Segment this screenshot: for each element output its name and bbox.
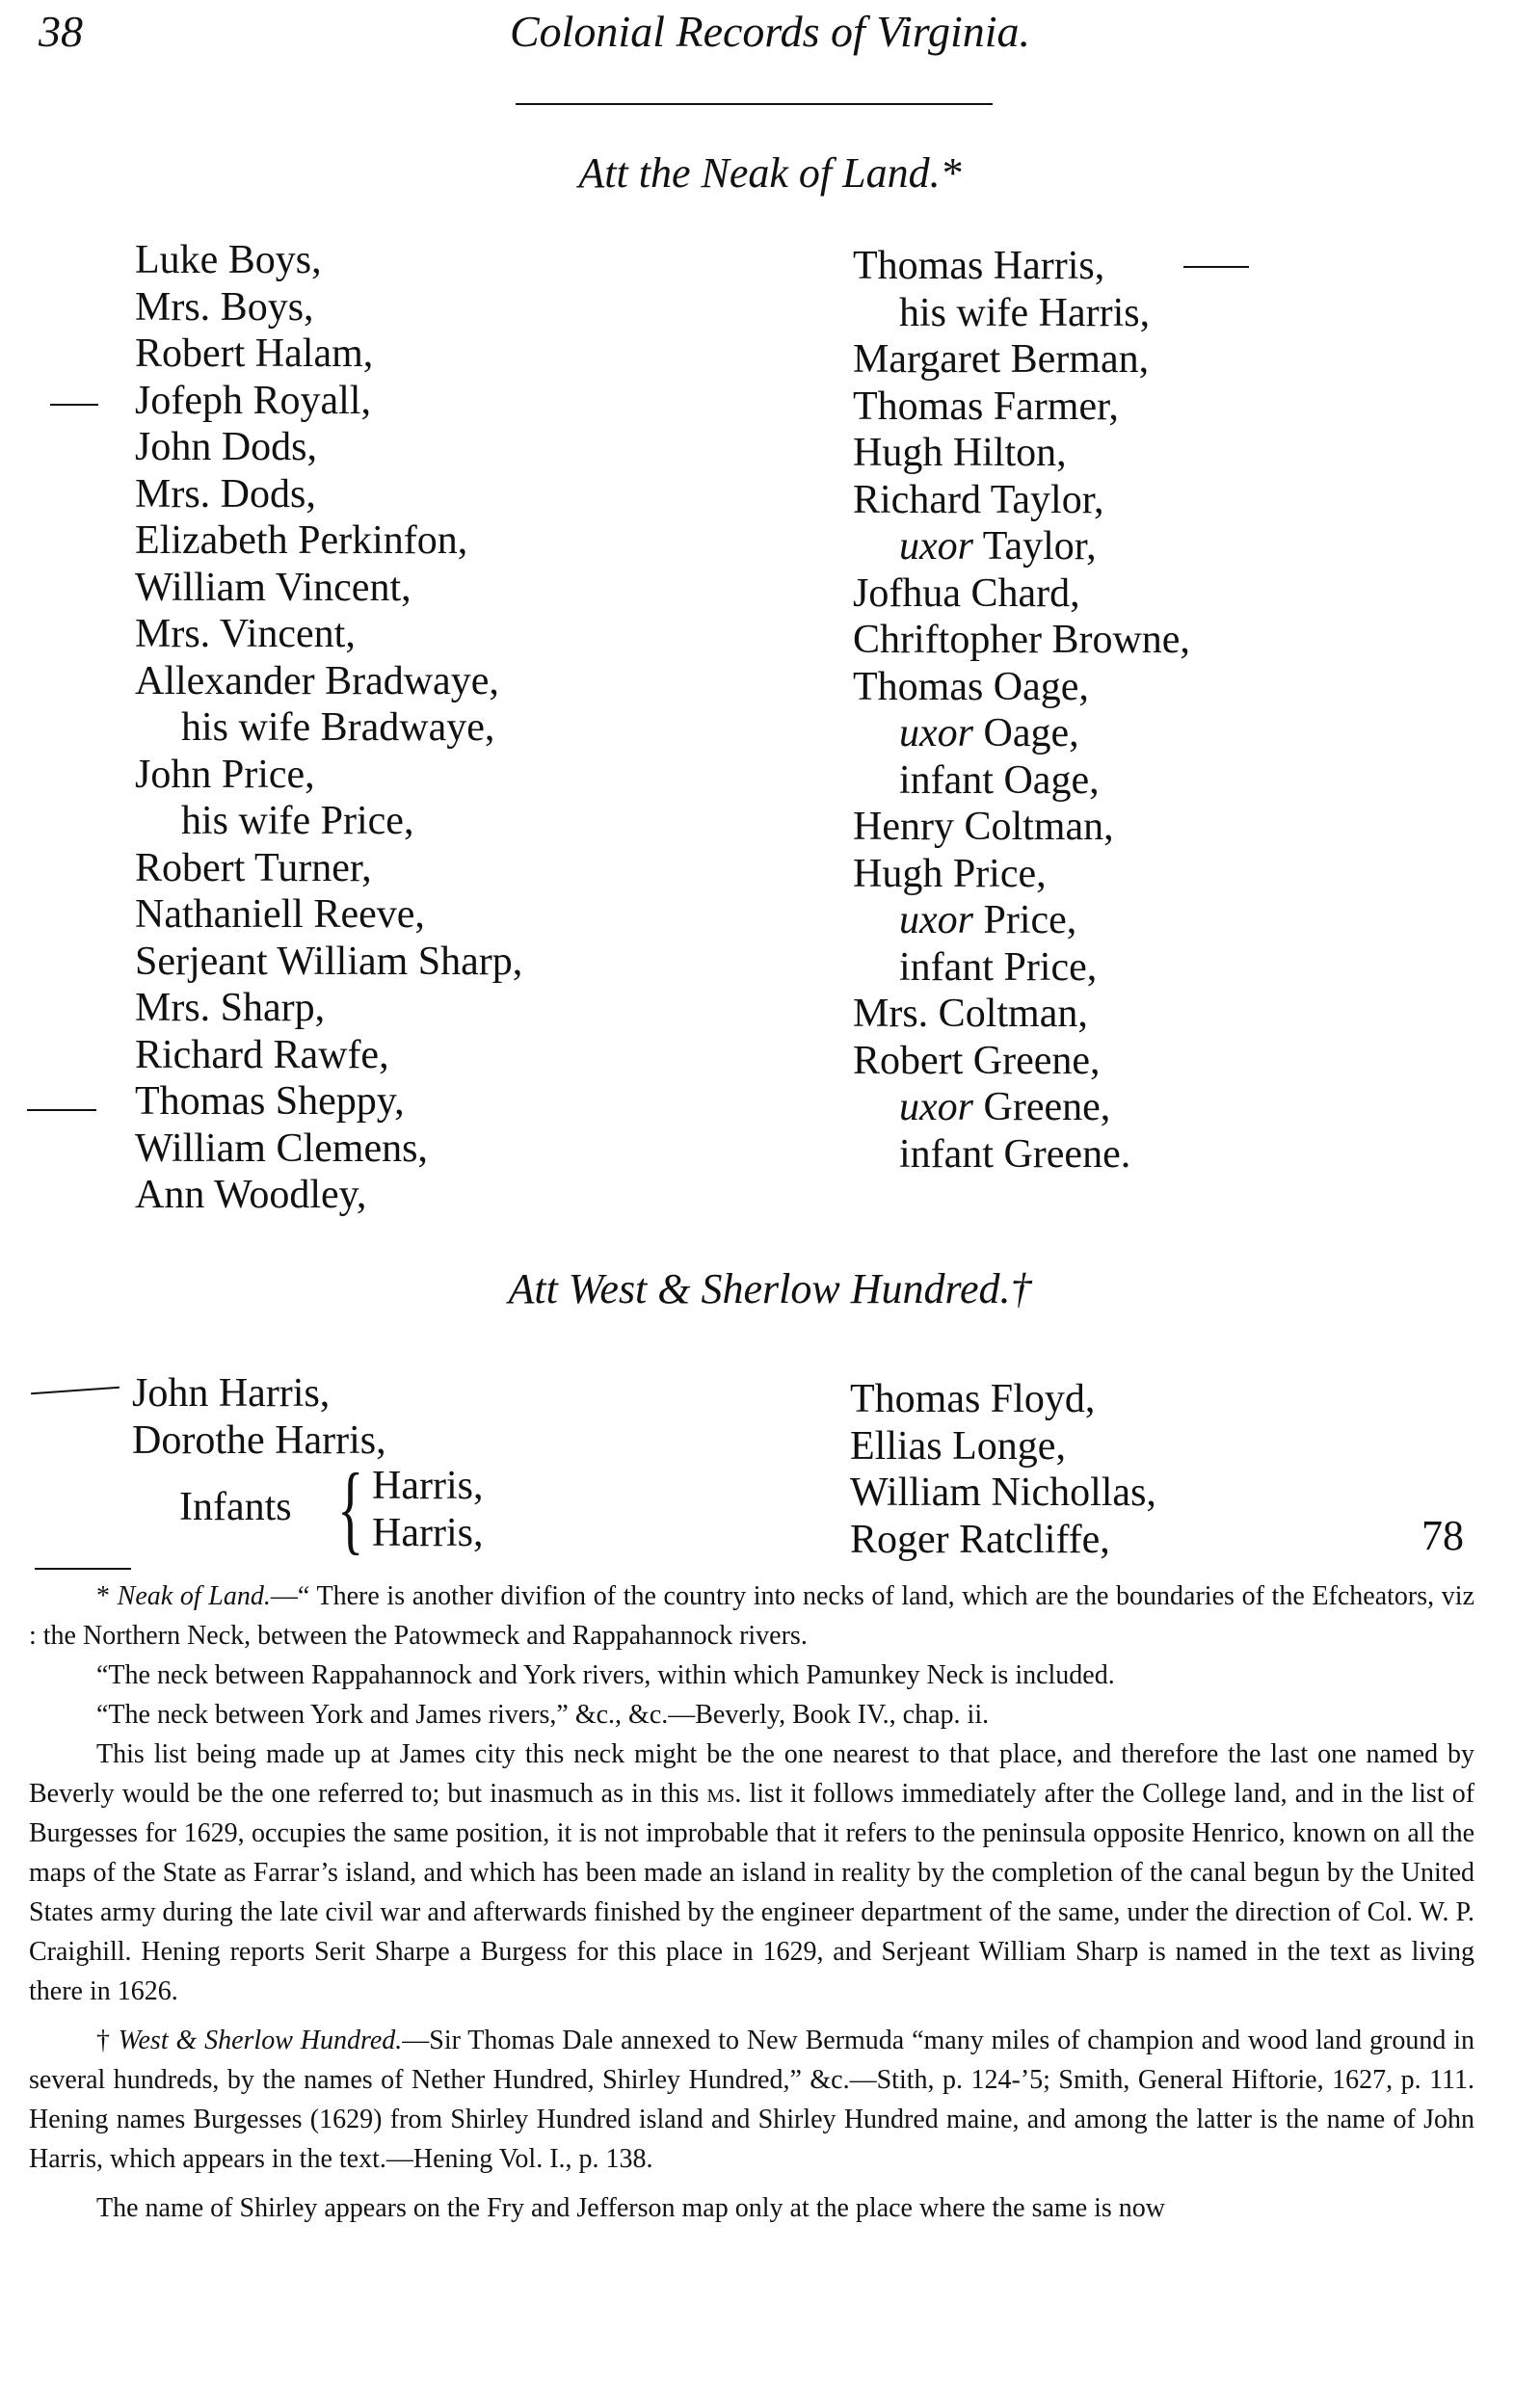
name-entry: Mrs. Vincent, <box>135 612 356 656</box>
header-rule <box>516 103 993 105</box>
uxor-word: uxor <box>899 524 973 569</box>
name-entry: Dorothe Harris, <box>132 1417 386 1463</box>
name-entry: Harris, <box>372 1464 484 1508</box>
name-entry: Luke Boys, <box>135 238 322 282</box>
footnote-text: —Sir Thomas Dale annexed to New Bermuda “many miles of champion and wood land ground in several hundreds, by the names of Nether Hundred, Shirley Hundred,” &c.—Stith, p. 124-’5; Smith, General Hiftorie, 1627, p. 111. Hening names Burgesses (1629) from Shirley Hundred island and Shirley Hundred maine, and among the latter is the name of John Harris, which appears in the text.—Hening Vol. I., p. 138. <box>29 2026 1475 2174</box>
name-entry: Thomas Oage, <box>853 664 1089 709</box>
name-entry: Richard Rawfe, <box>135 1032 389 1077</box>
name-entry: Mrs. Dods, <box>135 471 316 517</box>
footnote-rule <box>35 1568 131 1570</box>
name-entry: Henry Coltman, <box>853 805 1114 849</box>
name-entry: John Harris, <box>132 1371 331 1416</box>
running-header <box>0 4 1540 71</box>
footnote-west <box>29 2021 1474 2179</box>
name-entry: William Nichollas, <box>850 1470 1156 1515</box>
name-entry: his wife Bradwaye, <box>181 705 495 750</box>
name-entry: Margaret Berman, <box>853 337 1150 382</box>
infant-names <box>372 1463 483 1556</box>
footnote-text: —“ There is another divifion of the country into necks of land, which are the boundaries of the Efcheators, viz : the Northern Neck, between the Patowmeck and Rappahannock rivers. <box>29 1581 1475 1651</box>
footnote-marker: † <box>96 2026 119 2055</box>
page-number: 38 <box>39 7 83 56</box>
name-entry: William Vincent, <box>135 565 412 610</box>
name-entry: John Price, <box>135 752 315 797</box>
name-entry: infant Greene. <box>899 1131 1131 1177</box>
footnote-paragraph <box>29 1735 1474 2011</box>
name-entry: John Dods, <box>135 425 318 469</box>
name-entry-uxor <box>853 710 1190 757</box>
margin-tick <box>50 404 98 406</box>
neak-left-column <box>135 237 522 1219</box>
section-heading-west-sherlow: Att West & Sherlow Hundred.† <box>508 1265 1032 1312</box>
running-title: Colonial Records of Virginia. <box>509 7 1031 56</box>
footnote-marker: * <box>96 1581 118 1611</box>
name-entry: Hugh Price, <box>853 851 1047 896</box>
margin-tick <box>27 1109 96 1111</box>
name-entry-uxor <box>853 523 1190 570</box>
name-entry: his wife Price, <box>181 799 414 843</box>
name-entry: Serjeant William Sharp, <box>135 939 523 984</box>
name-entry: Robert Greene, <box>853 1038 1101 1083</box>
name-entry-uxor <box>853 1084 1190 1131</box>
name-entry: Robert Halam, <box>135 331 374 376</box>
name-entry: Mrs. Coltman, <box>853 992 1088 1036</box>
name-entry: Mrs. Sharp, <box>135 986 326 1030</box>
margin-number: 78 <box>1421 1512 1464 1559</box>
name-entry: Jofeph Royall, <box>135 378 371 423</box>
footnote-text: list it follows immediately after the College land, and in the list of Burgesses for 1629, occupies the same position, it is not improbable that it refers to the peninsula opposite Henrico, known on all the maps of the State as Farrar’s island, and which has been made an island in reality by the completion of the canal begun by the United States army during the late civil war and afterwards finished by the engineer department of the same, under the direction of Col. W. P. Craighill. Hening reports Serit Sharpe a Burgess for this place in 1629, and Serjeant William Sharp is named in the text as living there in 1626. <box>29 1779 1475 2006</box>
name-entry: Allexander Bradwaye, <box>135 658 499 703</box>
name-entry: Thomas Sheppy, <box>135 1079 405 1124</box>
name-entry: Thomas Harris, <box>853 244 1105 288</box>
uxor-surname: Price, <box>983 898 1077 942</box>
name-entry: Ann Woodley, <box>135 1173 367 1217</box>
uxor-word: uxor <box>899 898 973 942</box>
uxor-surname: Taylor, <box>982 524 1097 569</box>
name-entry: his wife Harris, <box>899 290 1151 335</box>
uxor-word: uxor <box>899 711 973 755</box>
uxor-word: uxor <box>899 1085 973 1129</box>
name-entry: Harris, <box>372 1510 484 1555</box>
footnote-paragraph: The name of Shirley appears on the Fry and Jefferson map only at the place where the same is now <box>96 2193 1166 2223</box>
name-entry: Hugh Hilton, <box>853 431 1067 475</box>
name-entry: Ellias Longe, <box>850 1423 1066 1469</box>
uxor-surname: Oage, <box>983 711 1079 755</box>
name-entry: Elizabeth Perkinfon, <box>135 518 468 563</box>
name-entry: Roger Ratcliffe, <box>850 1517 1110 1562</box>
footnotes <box>29 1576 1474 2228</box>
footnote-neak <box>29 1576 1474 1656</box>
section-heading-neak: Att the Neak of Land.* <box>578 149 962 197</box>
name-entry: infant Price, <box>899 944 1098 990</box>
name-entry: Richard Taylor, <box>853 477 1104 522</box>
footnote-term: Neak of Land. <box>117 1581 271 1611</box>
name-entry: Jofhua Chard, <box>853 570 1080 616</box>
west-right-column <box>850 1376 1156 1563</box>
neak-right-column <box>853 243 1190 1178</box>
footnote-paragraph: “The neck between Rappahannock and York rivers, within which Pamunkey Neck is included. <box>96 1660 1115 1690</box>
name-entry: Mrs. Boys, <box>135 284 314 330</box>
name-entry: Nathaniell Reeve, <box>135 892 425 937</box>
margin-tick <box>1183 266 1249 268</box>
footnote-text: This list being made up at James city this neck might be the one nearest to that place, and therefore the last one named by Beverly would be the one referred to; but inasmuch as in this <box>29 1739 1474 1809</box>
infants-label: Infants <box>179 1485 292 1529</box>
name-entry: infant Oage, <box>899 757 1100 803</box>
footnote-term: West & Sherlow Hundred. <box>118 2026 403 2055</box>
name-entry: Thomas Farmer, <box>853 384 1119 429</box>
uxor-surname: Greene, <box>983 1085 1111 1129</box>
ms-abbrev: ms. <box>706 1779 742 1809</box>
name-entry: Robert Turner, <box>135 845 372 890</box>
brace-glyph: { <box>337 1453 364 1564</box>
footnote-paragraph: “The neck between York and James rivers,” &c., &c.—Beverly, Book IV., chap. ii. <box>96 1700 990 1730</box>
name-entry: Thomas Floyd, <box>850 1377 1096 1421</box>
west-left-column <box>132 1370 386 1464</box>
name-entry: Chriftopher Browne, <box>853 618 1190 662</box>
margin-tick <box>31 1387 119 1394</box>
name-entry: William Clemens, <box>135 1126 428 1171</box>
name-entry-uxor <box>853 897 1190 944</box>
